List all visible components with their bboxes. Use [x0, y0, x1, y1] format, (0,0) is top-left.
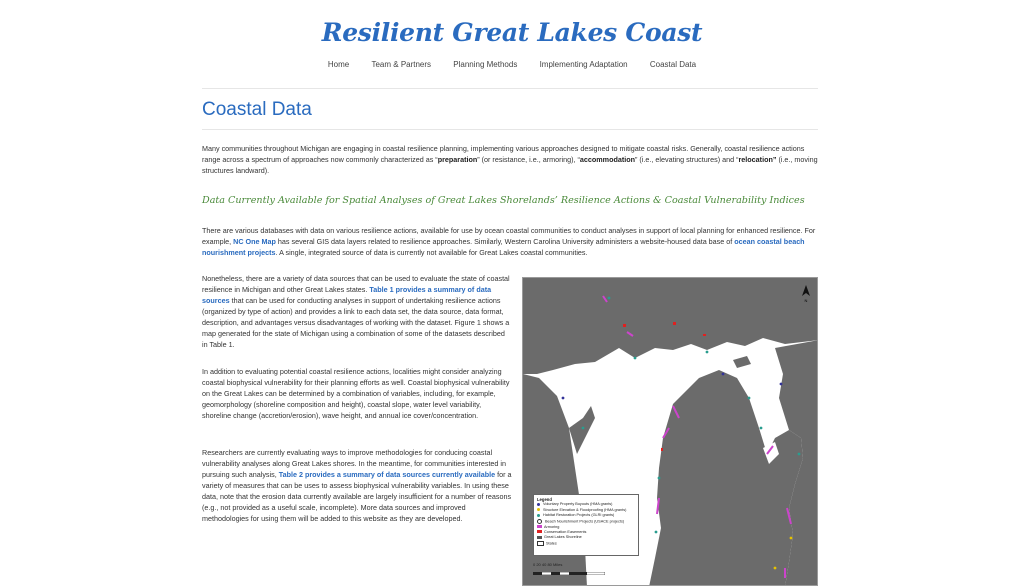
databases-paragraph: There are various databases with data on various resilience actions, available for use by ocean coastal communities to conduct analyses in support of local planning for enhanced resilience. For example, NC One Map has several GIS data layers related to resilience approaches. Similarly, Western Carolina University administers a website-housed data base of ocean coastal beach nourishment projects. A single, integrated source of data is currently not available for Great Lakes coastal communities. [202, 226, 816, 257]
vulnerability-paragraph: In addition to evaluating potential coastal resilience actions, localities might consider analyzing coastal biophysical vulnerability for their planning efforts as well. Coastal biophysical vulnerability on the Great Lakes can be determined by a combination of variables, including, for example, geomorphology (shoreline composition and height), coastal slope, water level variability, shoreline change (accretion/erosion), wave height, and annual ice cover/concentration. [202, 367, 510, 420]
data-sources-paragraph: Nonetheless, there are a variety of data sources that can be used to evaluate the state of coastal resilience in Michigan and other Great Lakes states. Table 1 provides a summary of data sources that can be used for conducting analyses in support of undertaking resilience actions (organized by type of action) and provides a link to each data set, the data source, data format, description, and advantages versus disadvantages of working with the dataset. Figure 1 shows a map generated for the state of Michigan using a combination of some of the datasets described in Table 1. [202, 274, 510, 349]
nav-planning-methods[interactable]: Planning Methods [453, 60, 518, 69]
legend-item: Armoring [537, 525, 635, 530]
section-heading: Data Currently Available for Spatial Analyses of Great Lakes Shorelands’ Resilience Actions & Coastal Vulnerability Indices [202, 195, 805, 206]
table-1-link[interactable]: Table 1 provides a summary of data sources [202, 285, 492, 305]
north-label: N [804, 298, 808, 303]
title-divider [202, 129, 818, 130]
intro-paragraph: Many communities throughout Michigan are engaging in coastal resilience planning, implementing various approaches designed to mitigate coastal risks. Generally, coastal resilience actions range across a spectrum of approaches now commonly characterized as “preparation” (or resistance, i.e., armoring), “accommodation” (i.e., elevating structures) and “relocation” (i.e., moving structures landward). [202, 144, 818, 175]
main-navigation [0, 60, 1024, 69]
legend-item: Beach Nourishment Projects (USACE projects) [537, 519, 635, 525]
legend-item: Great Lakes Shoreline [537, 535, 635, 540]
legend-item: Structure Elevation & Floodproofing (HMA grants) [537, 508, 635, 513]
map-legend [533, 494, 639, 556]
nc-one-map-link[interactable]: NC One Map [233, 237, 276, 246]
nav-coastal-data[interactable]: Coastal Data [649, 60, 697, 69]
legend-item: Conservation Easements [537, 530, 635, 535]
site-title[interactable]: Resilient Great Lakes Coast [321, 18, 703, 47]
methodology-paragraph: Researchers are currently evaluating ways to improve methodologies for conducing coastal vulnerability analyses along Great Lakes shores. In the meantime, for communities interested in pursuing such analysis, Table 2 provides a summary of data sources currently available for a variety of measures that can be uses to assess biophysical vulnerability variables. In using these data, note that the erosion data currently available are largely insufficient for a number of reasons (e.g., not provided as a useful scale, incomplete). More data sources and improved methodologies for using them will be added to this website as they are developed. [202, 448, 512, 523]
scale-label: 0 20 40 80 Miles [533, 562, 563, 567]
page-title: Coastal Data [202, 99, 312, 120]
nav-implementing-adaptation[interactable]: Implementing Adaptation [539, 60, 628, 69]
legend-item: Habitat Restoration Projects (GLRI grants) [537, 513, 635, 518]
scale-bar [533, 572, 605, 575]
north-arrow-icon [800, 283, 812, 297]
nav-team-partners[interactable]: Team & Partners [371, 60, 432, 69]
nav-home[interactable]: Home [327, 60, 350, 69]
legend-title: Legend [537, 497, 552, 502]
header-divider [202, 88, 818, 89]
legend-item: States [537, 541, 635, 547]
table-2-link[interactable]: Table 2 provides a summary of data sources currently available [278, 470, 496, 479]
legend-item: Voluntary Property Buyouts (HMA grants) [537, 502, 635, 507]
north-arrow [800, 283, 812, 303]
beach-nourishment-link[interactable]: ocean coastal beach nourishment projects [202, 237, 805, 257]
